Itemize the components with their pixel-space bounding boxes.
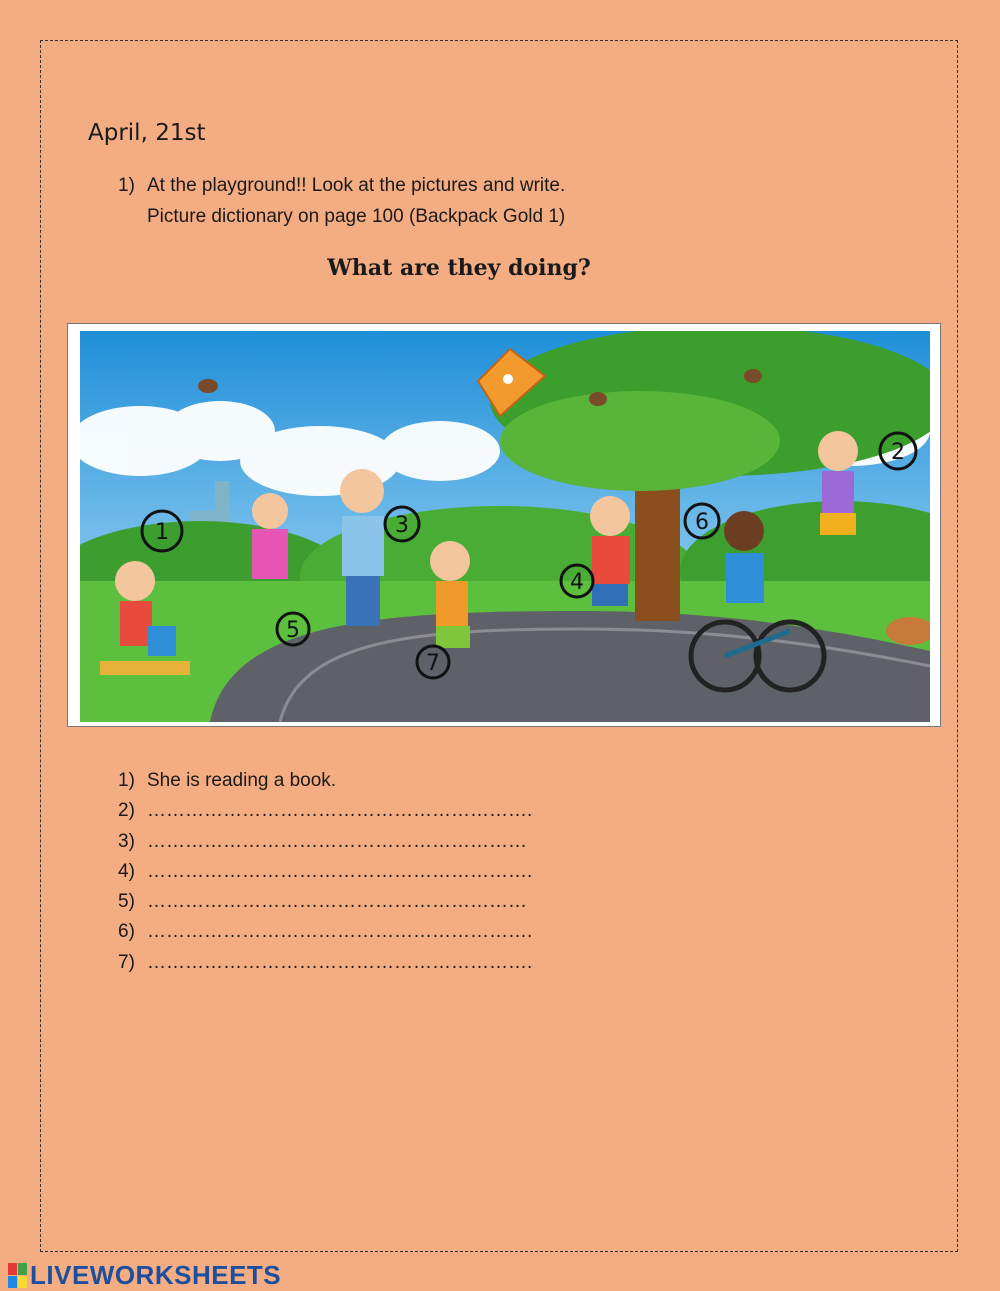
answer-row: 6) …………………………………………………….: [118, 921, 533, 943]
answer-blank[interactable]: ……………………………………………………: [147, 891, 527, 913]
date-line: April, 21st: [88, 120, 206, 146]
answer-list: [118, 766, 532, 978]
label-1: 1: [155, 520, 169, 545]
answer-row: 1) She is reading a book.: [118, 770, 337, 791]
answer-blank[interactable]: …………………………………………………….: [147, 951, 533, 973]
logo-mark-icon: [8, 1263, 27, 1288]
label-3: 3: [395, 513, 409, 538]
label-4: 4: [570, 570, 584, 595]
label-7: 7: [426, 651, 440, 676]
playground-picture: [67, 323, 941, 727]
logo-text: LIVEWORKSHEETS: [30, 1260, 282, 1290]
answer-row: 3) ……………………………………………………: [118, 830, 527, 852]
label-6: 6: [695, 510, 709, 535]
answer-text: She is reading a book.: [147, 770, 337, 791]
instruction: [118, 170, 565, 232]
playground-illustration: [80, 331, 930, 722]
liveworksheets-logo[interactable]: [8, 1260, 281, 1291]
answer-blank[interactable]: ……………………………………………………: [147, 830, 527, 852]
answer-row: 7) …………………………………………………….: [118, 951, 533, 973]
answer-blank[interactable]: …………………………………………………….: [147, 921, 533, 943]
instruction-number: 1): [118, 175, 135, 196]
answer-blank[interactable]: …………………………………………………….: [147, 800, 533, 822]
label-5: 5: [286, 618, 300, 643]
answer-row: 5) ……………………………………………………: [118, 891, 527, 913]
instruction-line-2: Picture dictionary on page 100 (Backpack Gold 1): [147, 206, 566, 227]
instruction-line-1: At the playground!! Look at the pictures and write.: [147, 175, 566, 196]
answer-row: 4) …………………………………………………….: [118, 860, 533, 882]
section-heading: What are they doing?: [327, 255, 591, 281]
label-2: 2: [891, 440, 905, 465]
answer-row: 2) …………………………………………………….: [118, 800, 533, 822]
answer-blank[interactable]: …………………………………………………….: [147, 860, 533, 882]
